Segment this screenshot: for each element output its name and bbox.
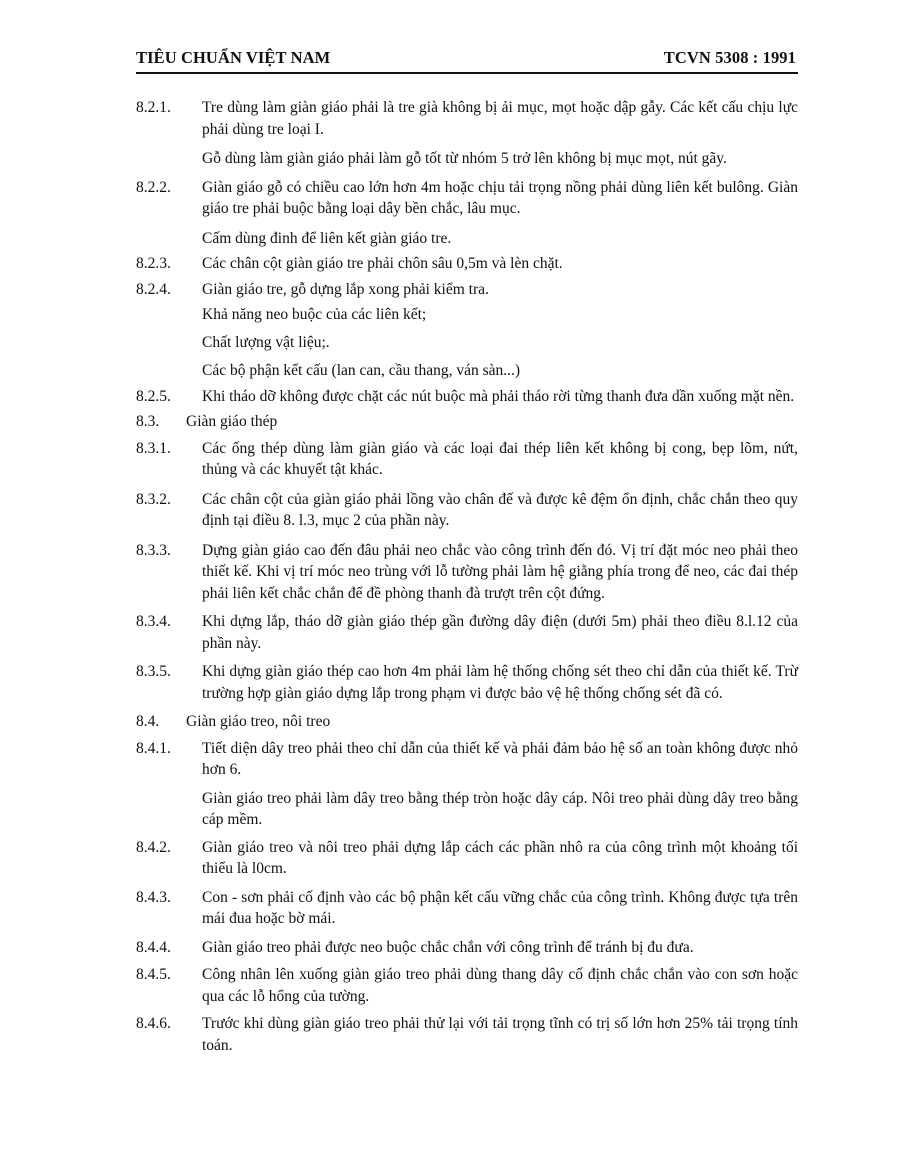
section-heading [136,411,798,433]
clause [136,177,798,220]
clause-number: 8.3.3. [136,541,171,559]
clause [136,438,798,481]
section-number: 8.3. [136,413,160,430]
standard-title: TIÊU CHUẨN VIỆT NAM [136,48,331,67]
clause-number: 8.3.2. [136,490,171,508]
clause-number: 8.4.1. [136,739,171,757]
clause-paragraph [136,228,798,250]
clause-text: Con - sơn phải cố định vào các bộ phận kết cấu vững chắc của công trình. Không được tựa trên mái đua hoặc bờ mái. [202,888,798,927]
clause-paragraph [136,788,798,831]
clause-text: Khi dựng lắp, tháo dỡ giàn giáo thép gần đường dây điện (dưới 5m) phải theo điều 8.l.12 của phần này. [202,613,798,652]
clause-number: 8.4.3. [136,888,171,906]
clause-text: Khả năng neo buộc của các liên kết; [202,306,427,323]
clause [136,1013,798,1056]
clause [136,489,798,532]
clause-text: Các chân cột của giàn giáo phải lồng vào chân đế và được kê đệm ổn định, chắc chắn theo quy định tại điều 8. l.3, mục 2 của phần này. [202,490,798,529]
page-header [136,48,796,72]
clause-text: Giàn giáo tre, gỗ dựng lắp xong phải kiểm tra. [202,280,489,298]
clause-text: Khi dựng giàn giáo thép cao hơn 4m phải làm hệ thống chống sét theo chỉ dẫn của thiết kế. Trừ trường hợp giàn giáo dựng lắp trong phạm vi được bảo vệ hệ thống chống sét đã có. [202,663,798,702]
clause-text: Giàn giáo treo phải làm dây treo bằng thép tròn hoặc dây cáp. Nôi treo phải dùng dây treo bằng cáp mềm. [202,789,798,828]
clause-number: 8.3.4. [136,613,171,630]
standard-code: TCVN 5308 : 1991 [663,48,796,67]
clause-text: Các ống thép dùng làm giàn giáo và các loại đai thép liên kết không bị cong, bẹp lõm, nứt, thủng và các khuyết tật khác. [202,439,798,478]
clause-number: 8.4.2. [136,838,171,856]
clause-text: Tre dùng làm giàn giáo phải là tre già không bị ải mục, mọt hoặc dập gẫy. Các kết cấu chịu lực phải dùng tre loại I. [202,99,798,138]
clause-text: Tiết diện dây treo phải theo chỉ dẫn của thiết kế và phải đảm bảo hệ số an toàn không được nhỏ hơn 6. [202,739,798,778]
clause-text: Dựng giàn giáo cao đến đâu phải neo chắc vào công trình đến đó. Vị trí đặt móc neo phải theo thiết kế. Khi vị trí móc neo trùng với lỗ tường phải làm hệ giằng phía trong để neo, các đai thép phải liên kết chắc chắn để đề phòng thanh đà trượt trên cột đứng. [202,541,798,602]
section-title: Giàn giáo treo, nôi treo [186,713,331,730]
clause-text: Gỗ dùng làm giàn giáo phải làm gỗ tốt từ nhóm 5 trở lên không bị mục mọt, nút gãy. [202,150,727,167]
section-title: Giàn giáo thép [186,413,278,430]
clause [136,964,798,1007]
clause-number: 8.3.1. [136,439,171,457]
clause-text: Giàn giáo treo phải được neo buộc chắc chắn với công trình để tránh bị đu đưa. [202,938,694,956]
clause-number: 8.4.4. [136,938,171,956]
clause-text: Giàn giáo treo và nôi treo phải dựng lắp cách các phần nhô ra của công trình một khoảng tối thiểu là l0cm. [202,838,798,877]
clause [136,661,798,704]
clause-paragraph [136,332,798,354]
clause-number: 8.2.1. [136,99,171,116]
clause-text: Trước khi dùng giàn giáo treo phải thử lại với tải trọng tĩnh có trị số lớn hơn 25% tải trọng tính toán. [202,1015,798,1054]
clause-number: 8.2.3. [136,255,171,272]
clause [136,937,798,959]
clause [136,279,798,301]
clause [136,837,798,880]
clause-number: 8.4.6. [136,1015,171,1032]
section-number: 8.4. [136,713,160,730]
clause-number: 8.3.5. [136,663,171,680]
clause-text: Chất lượng vật liệu;. [202,333,330,351]
clause-number: 8.2.2. [136,178,171,196]
clause-paragraph [136,148,798,170]
clause-text: Giàn giáo gỗ có chiều cao lớn hơn 4m hoặc chịu tải trọng nồng phải dùng liên kết bulông. Giàn giáo tre phải buộc bằng loại dây bền chắc, lâu mục. [202,178,798,217]
clause [136,253,798,275]
clause-number: 8.2.5. [136,387,171,405]
clause-text: Các chân cột giàn giáo tre phải chôn sâu 0,5m và lèn chặt. [202,255,563,272]
clause [136,97,798,140]
clause-number: 8.2.4. [136,280,171,298]
clause-text: Công nhân lên xuống giàn giáo treo phải dùng thang dây cố định chắc chắn vào con sơn hoặc qua các lỗ hổng của tường. [202,966,798,1005]
clause [136,887,798,930]
clause-paragraph [136,304,798,326]
header-rule [136,72,798,74]
clause [136,611,798,654]
clause [136,738,798,781]
clause [136,540,798,605]
section-heading [136,711,798,733]
clause-paragraph [136,360,798,382]
clause-text: Khi tháo dỡ không được chặt các nút buộc mà phải tháo rời từng thanh đưa dần xuống mặt nền. [202,387,795,405]
clause-text: Các bộ phận kết cấu (lan can, cầu thang, ván sàn...) [202,362,521,379]
clause [136,386,798,408]
clause-text: Cấm dùng đinh để liên kết giàn giáo tre. [202,229,452,247]
document-body [136,97,798,1056]
clause-number: 8.4.5. [136,966,171,983]
